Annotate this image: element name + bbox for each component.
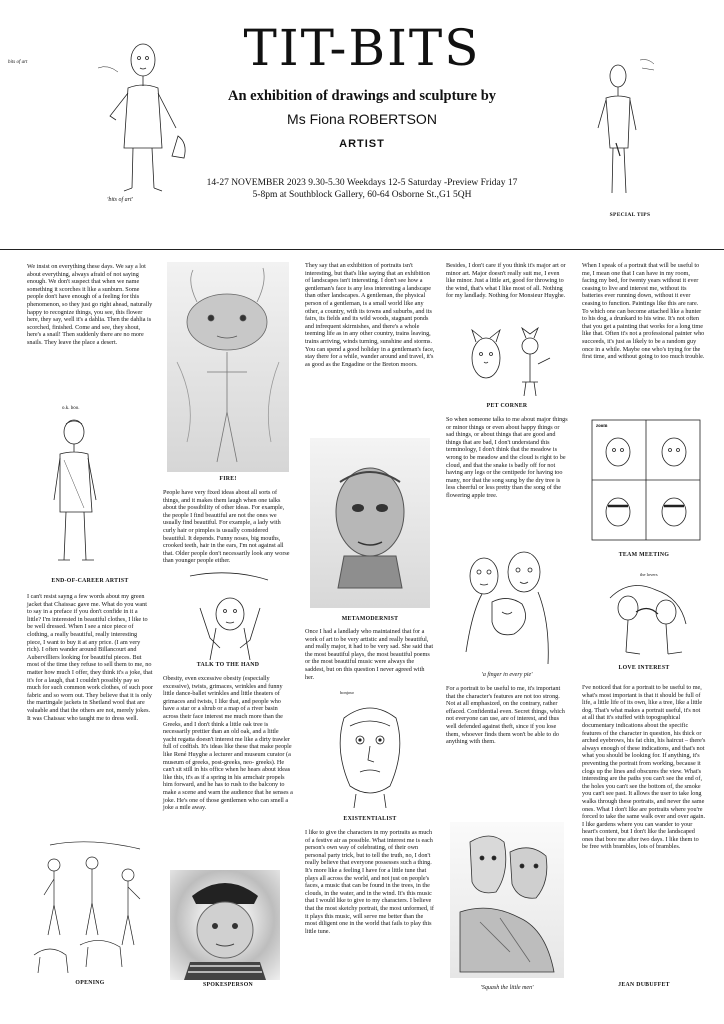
opening-drawing (30, 835, 156, 975)
col5-paragraph-1: When I speak of a portrait that will be useful to me, I mean one that I can have in my room, facing my bed, for twenty years without it ever ceasing to live and interest me, without its batteries ever running down, without it ever ceasing to function. Paintings like this are rare. To which one can become attached like a hunter to his dog, a drunkard to his wine. It's not often that you get a painting that works for a long time like that. Often it's not a professional painter who succeeds, it's just as likely to be a random guy once in a while. Maybe one who's trying for the first time, and without going to too much trouble. (582, 262, 705, 361)
column-5-b (582, 684, 706, 851)
col1-paragraph-2: I can't resist sayng a few words about my green jacket that Chaissac gave me. What do you want to say in a preface if you don't confide in it a little? I'm interested in beautiful clothes, I like to be well dressed. When I see a nice piece of clothing, a really beautiful, really interesting piece, I want to buy it at any price. (I am very rich). I often wander around Billancourt and Aubervilliers looking for beautiful pieces. But most of the time they refuse to sell them to me, no matter how much I offer, they think it's a joke, that it's for a laugh, that I couldn't possibly pay so much for such common work clothes, of such poor fabric and so worn out. They believe that it is only the martingale jackets in Shetland wool that are valuable and that the others are not, merely jokes. It was Chaissac who taught me to dress well. (27, 593, 153, 722)
dates-line: 14-27 NOVEMBER 2023 9.30-5.30 Weekdays 12-5 Saturday -Preview Friday 17 (206, 178, 518, 188)
col4-paragraph-2: So when someone talks to me about major things or minor things or even about happy things or sad things, or about things that are good and things that are bad, I don't understand this terminology, I don't think that the meadow is wrong to be meadow and the cloud is right to be cloud, and that the snake is badly off for not having any legs or the centipede for having too many, nor that the song sung by the dry tree is less cheerful or less pretty than the song of the flowering apple tree. (446, 416, 568, 499)
col3-paragraph-3: I like to give the characters in my portraits as much of a festive air as possible. What interest me is each person's own way of celebrating, of their own personal party trick, but to tell the truth, no, I don't really believe that everyone possesses such a thing. It's more like a feeling I have for a little tune that plays all across the world, and not just on people's faces, a music that can be found in the trees, in the clouds, in the water, and in the wind. It's this music that I would like to give to my characters. I believe that the most sketchy portrait, the most unformed, if it plays this music, will serve me better than the most diligent one in the world that fails to play this little tune. (305, 829, 434, 935)
col3-paragraph-2: Once I had a landlady who maintained that for a work of art to be very artistic and really beautiful, and really major, it had to be very sad. She said that the most beautiful plays, the most beautiful poems or the most beautiful music were always the saddest, but on this question I never agreed with her. (305, 628, 434, 681)
special-tips-caption: SPECIAL TIPS (609, 212, 651, 218)
col2-paragraph-2: Obesity, even excessive obesity (especially excessive), twists, grimaces, wrinkles and funny little dance-ballet wrinkles and little theaters of grimaces and twists, I like that, and people who have a star or a shrub or a map of a river basin across their face interest me much more than the Greeks, and I don't think a little oak tree is necessarily prettier than an old oak, and a little yacht regatta doesn't interest me like a dirty trawler full of codfish. It's ideas like these that make people like René Huyghe a lecturer and museum curator (a museum of greeks, post-greeks, neo- greeks). He can't sit still in his office when he hears about ideas like this, it's as if a spring in his armchair propels him forward, and he has to rush to the balcony to make a scene and warn the audience that he senses a joke. He's one of those gentlemen who can smell a joke a mile away. (163, 675, 293, 812)
existentialist-caption: EXISTENTIALIST (343, 816, 397, 822)
jean-dubuffet-caption: JEAN DUBUFFET (618, 982, 670, 988)
column-1-b (27, 593, 153, 722)
team-meeting-drawing (590, 418, 702, 544)
end-of-career-artist-drawing (36, 400, 136, 570)
exhibition-dates (150, 177, 574, 201)
love-interest-caption: LOVE INTEREST (618, 665, 670, 671)
squash-the-little-men-caption: 'Squash the little men' (480, 985, 534, 991)
column-2-b (163, 675, 293, 812)
opening-caption: OPENING (75, 980, 105, 986)
scribble-text: bits of art (8, 60, 28, 65)
column-3 (305, 262, 435, 368)
artist-name: Ms Fiona ROBERTSON (287, 111, 437, 127)
artist-label: ARTIST (339, 138, 385, 150)
column-5 (582, 262, 706, 361)
end-of-career-artist-caption: END-OF-CAREER ARTIST (51, 578, 129, 584)
column-1 (27, 263, 153, 347)
exhibition-title: TIT-BITS (243, 19, 481, 77)
exhibition-subtitle: An exhibition of drawings and sculpture by (227, 88, 497, 104)
team-scribble: zoom (596, 424, 608, 429)
love-scribble: the lovers (640, 572, 658, 577)
team-meeting-caption: TEAM MEETING (618, 552, 670, 558)
talk-to-the-hand-drawing (180, 568, 280, 660)
column-4-c (446, 685, 568, 746)
col1-paragraph-1: We insist on everything these days. We say a lot about everything, always afraid of not saying enough. We don't suspect that when we name something it scorches it like a sunburn. Some people don't have enough of a feeling for this phenomenon, so they just go right ahead, naturally happy to recognize things, you see, this flower here, they say, well it's a dahlia. Then the dahlia is scorched, finished. Come and see, they shout, here's a snail! Then suddenly there are no more snails. They leave the place a desert. (27, 263, 153, 346)
col3-paragraph-1: They say that an exhibition of portraits isn't interesting, but that's like saying that an exhibition of landscapes isn't interesting. I don't see how a gentleman's face is any less interesting a landscape than other landscapes. A gentleman, the physical person of a gentleman, is a small world like any other, a country, with its towns and suburbs, and its fairs, its fields and its wild woods, stagnant ponds and infrequent skirmishes, and there's a whole teeming life as in any other country, trains leaving, trains arriving, winds turning, sunshine and storms. You can spend a good holiday in a gentleman's face, stay there for a while, wander around and travel, it's as good as the Engadine or the Breton moors. (305, 262, 435, 368)
column-4 (446, 262, 568, 300)
old-man-scribble: o.k. boo. (62, 406, 80, 411)
col5-paragraph-2: I've noticed that for a portrait to be useful to me, what's most important is that it should be full of life, a little life of its own, like a tree, like a little dog. That's what makes a portrait useful, it's not at all that it's stuffed with topographical documentary indications about the specific features of the character in question, his thick or arched eyebrows, his fat chin, his haircut – there's always enough of these indications, and that's not what you should be looking for. If anything, it's preventing the portrait from working, because it clogs up the lines and obscures the view. What's interesting are the paths you can't see the end of, the holes you can't see the bottom of, the smoke you can't see past. It allows the user to take long walks through these portraits, and never the same ones. What I don't like are portraits where you're forced to take the same walk over and over again. I like gardens where you can wander to your heart's content, but I don't like the landscaped ones that bore me after two days. I like them to be free with brambles, lots of brambles. (582, 684, 706, 851)
column-3-b (305, 628, 435, 681)
masthead (0, 0, 724, 250)
column-3-c (305, 829, 435, 935)
existentialist-drawing (320, 690, 420, 808)
finger-in-every-pie-caption: 'a finger in every pie' (481, 672, 533, 678)
talk-to-the-hand-caption: TALK TO THE HAND (196, 662, 260, 668)
fire-caption: FIRE! (219, 476, 237, 482)
column-2 (163, 489, 293, 565)
finger-in-every-pie-drawing (452, 542, 564, 670)
love-interest-drawing (600, 568, 696, 660)
col2-paragraph-1: People have very fixed ideas about all sorts of things, and it makes them laugh when one talks about the possibility of other ideas. For example, the people I find beautiful are not the ones we usually find beautiful. For example, a lady with curly hair or pimples is usually considered beautiful. It depends. Funny noses, big mouths, crooked teeth, hair in the ears, I'm not against all that. Older people don't necessarily look any worse than younger people either. (163, 489, 290, 565)
header-rule (0, 249, 724, 250)
metamodernist-image (310, 438, 430, 608)
squash-the-little-men-drawing (450, 822, 564, 978)
spokesperson-caption: SPOKESPERSON (203, 982, 253, 988)
spokesperson-image (170, 870, 280, 980)
metamodernist-caption: METAMODERNIST (341, 616, 399, 622)
special-tips-drawing (588, 48, 668, 208)
venue-line: 5-8pm at Southblock Gallery, 60-64 Osborne St.,G1 5QH (252, 190, 472, 200)
col4-paragraph-3: For a portrait to be useful to me, it's important that the character's features are not too strong. Not at all emphasized, on the contrary, rather effaced. Confidential even. Secret things, which not everyone can use, are of interest, and thus well defended against theft, since if you lose them, whoever finds them won't be able to do anything with them. (446, 685, 565, 746)
col4-paragraph-1: Besides, I don't care if you think it's major art or minor art. Major doesn't really suit me, I even like minor. Just a little art, good for throwing to the wind, that's what I like most of all. Nothing for my landlady. Nothing for Monsieur Huyghe. (446, 262, 566, 300)
pet-corner-caption: PET CORNER (486, 403, 528, 409)
bits-of-art-caption: 'bits of art' (107, 197, 133, 203)
existentialist-scribble: bonjour (340, 690, 354, 695)
pet-corner-drawing (456, 318, 556, 398)
column-4-b (446, 416, 568, 500)
fire-image (167, 262, 289, 472)
